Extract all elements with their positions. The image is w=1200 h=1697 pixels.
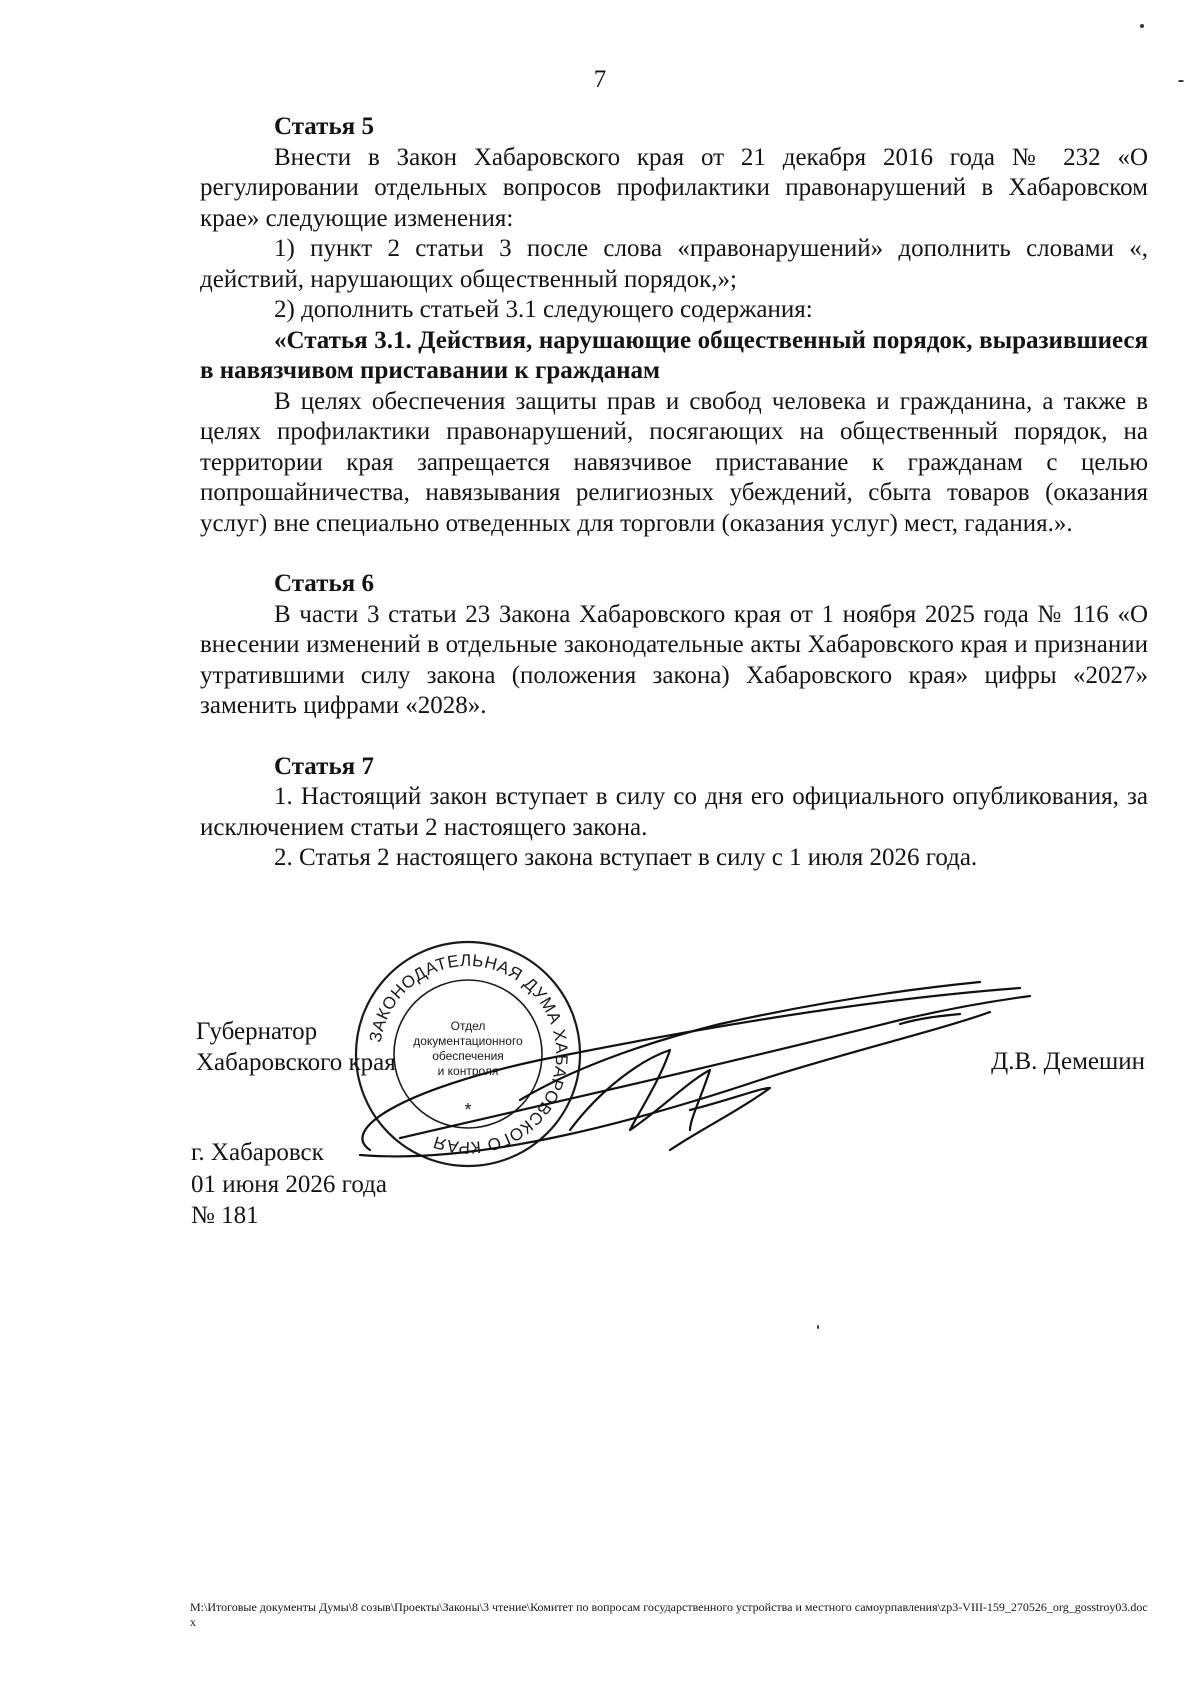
city: г. Хабаровск: [191, 1139, 324, 1166]
signer-name: Д.В. Демешин: [991, 1048, 1145, 1075]
paragraph: 2) дополнить статьей 3.1 следующего содержания:: [274, 296, 813, 323]
paragraph: 1) пункт 2 статьи 3 после слова «правонарушений» дополнить словами «, действий, нарушающих общественный порядок,»;: [200, 235, 1148, 293]
position-line: Губернатор: [196, 1018, 318, 1045]
article-title: Статья 5: [274, 113, 374, 140]
article-6: [200, 569, 1148, 722]
quoted-article-text: В целях обеспечения защиты прав и свобод человека и гражданина, а также в целях профилактики правонарушений, посягающих на общественный порядок, на территории края запрещается навязчивое приставание к гражданам с целью попрошайничества, навязывания религиозных убеждений, сбыта товаров (оказания услуг) вне специально отведенных для торговли (оказания услуг) мест, гадания.».: [200, 387, 1148, 537]
article-5: [200, 112, 1148, 539]
scan-speck: [1140, 24, 1144, 28]
quoted-article-heading: «Статья 3.1. Действия, нарушающие общественный порядок, выразившиеся в навязчивом приставании к гражданам: [200, 326, 1148, 384]
law-number: № 181: [191, 1202, 259, 1229]
stamp-ring-text: ЗАКОНОДАТЕЛЬНАЯ ДУМА ХАБАРОВСКОГО КРАЯ: [365, 950, 572, 1158]
paragraph: 1. Настоящий закон вступает в силу со дня его официального опубликования, за исключением статьи 2 настоящего закона.: [200, 783, 1148, 841]
position-line: Хабаровского края: [196, 1049, 396, 1076]
article-title: Статья 7: [274, 752, 374, 780]
article-7: [200, 752, 1148, 874]
scan-speck: [1178, 80, 1184, 82]
page-number: 7: [593, 66, 607, 93]
file-path-footer: M:\Итоговые документы Думы\8 созыв\Проекты\Законы\3 чтение\Комитет по вопросам государственного устройства и местного самоурпавления\zp3-VIII-159_270526_org_gosstroy03.docx: [190, 1600, 1148, 1629]
date: 01 июня 2026 года: [191, 1170, 387, 1198]
stamp-center-line: обеспечения: [432, 1049, 504, 1063]
stamp-center-line: документационного: [413, 1034, 523, 1048]
article-title: Статья 6: [274, 570, 374, 597]
stamp-star-icon: *: [464, 1100, 472, 1120]
handwritten-signature: [340, 960, 1040, 1170]
paragraph: В части 3 статьи 23 Закона Хабаровского края от 1 ноября 2025 года № 116 «О внесении изменений в отдельные законодательные акты Хабаровского края и признании утратившими силу закона (положения закона) Хабаровского края» цифры «2027» заменить цифрами «2028».: [200, 600, 1148, 719]
document-body: [200, 112, 1148, 904]
scan-speck: [817, 1325, 819, 1329]
paragraph: Внести в Закон Хабаровского края от 21 декабря 2016 года № 232 «О регулировании отдельных вопросов профилактики правонарушений в Хабаровском крае» следующие изменения:: [200, 143, 1148, 232]
stamp-center-line: Отдел: [450, 1019, 486, 1033]
paragraph: 2. Статья 2 настоящего закона вступает в силу с 1 июля 2026 года.: [274, 844, 978, 871]
stamp-center-line: и контроля: [437, 1064, 499, 1078]
